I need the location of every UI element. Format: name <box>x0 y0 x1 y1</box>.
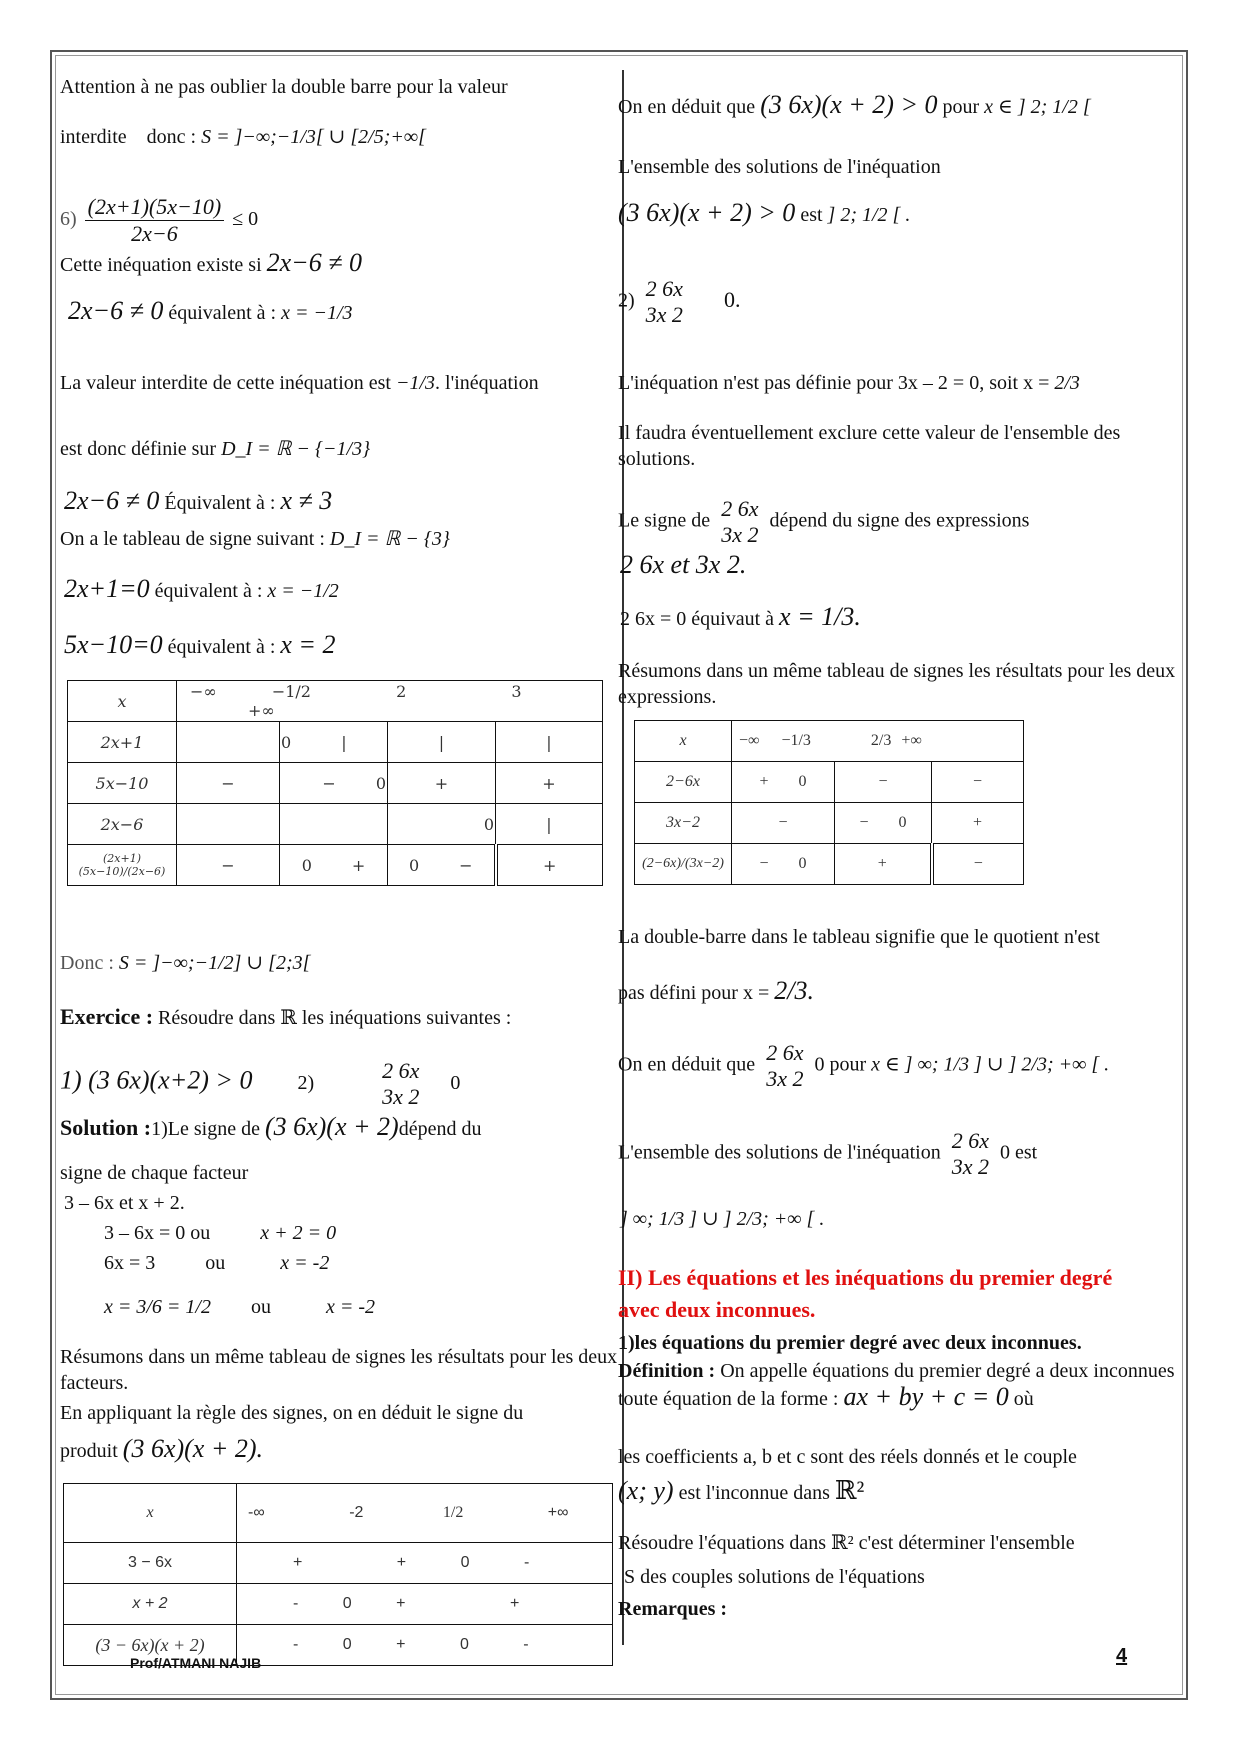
math-equiv1c: x = −1/3 <box>281 302 353 324</box>
table-cell: x + 2 <box>64 1584 237 1625</box>
math-expr: 2 6x et 3x 2. <box>620 550 747 579</box>
sign-table-2 <box>634 720 1024 885</box>
r-couple-line <box>618 1478 864 1506</box>
r-ens-line <box>618 1128 1037 1180</box>
r-question-2 <box>618 276 740 328</box>
table-cell: - <box>293 1595 299 1612</box>
r-ensemble-line: L'ensemble des solutions de l'inéquation <box>618 156 941 178</box>
r-exclure: Il faudra éventuellement exclure cette valeur de l'ensemble des solutions. <box>618 422 1121 470</box>
table-cell: 0 <box>898 814 907 831</box>
text-exist <box>60 250 362 278</box>
table-cell: +∞ <box>248 701 275 720</box>
math-couple: (x; y) <box>618 1476 674 1505</box>
subsection-title: 1)les équations du premier degré avec deux inconnues. <box>618 1332 1082 1354</box>
facteurs-line: 3 – 6x et x + 2. <box>64 1192 185 1214</box>
table-cell: -∞ <box>248 1504 265 1521</box>
text-inequation-end: . l'inéquation <box>435 372 539 394</box>
math-r3set: ] 2; 1/2 [ . <box>827 204 911 226</box>
r-est: est <box>800 204 823 226</box>
table-cell: 0 <box>798 773 807 790</box>
valeur-interdite <box>60 370 539 396</box>
r-pasdef: pas défini pour x = <box>618 982 770 1004</box>
math-donc-set: S = ]−∞;−1/2] ∪ [2;3[ <box>118 952 311 974</box>
table-row <box>68 804 603 845</box>
r-nondef-line <box>618 370 1080 396</box>
page-number: 4 <box>1116 1645 1128 1667</box>
table-row <box>635 803 1024 844</box>
r-barre: La double-barre dans le tableau signifie que le quotient n'est <box>618 926 1100 948</box>
table-cell: 3 − 6x <box>64 1543 237 1584</box>
fraction-r-deduit-den: 3x 2 <box>766 1066 804 1091</box>
r-S-line: S des couples solutions de l'équations <box>624 1566 925 1588</box>
math-solution-product: (3 6x)(x + 2) <box>264 1112 399 1141</box>
table-cell: − <box>859 814 869 831</box>
table-cell <box>177 804 280 845</box>
math-tableau-domaine: D_I = ℝ − {3} <box>329 528 450 550</box>
question-6-label: 6) <box>60 208 77 231</box>
table-cell: 0 <box>342 1636 352 1653</box>
domaine-line <box>60 436 370 462</box>
table-cell: + <box>396 1554 407 1571</box>
text-interdite <box>60 124 426 150</box>
table-header-values <box>177 681 603 722</box>
table-cell: + <box>396 1636 406 1653</box>
math-interdite-val: −1/3 <box>395 372 436 394</box>
table-cell <box>237 1543 613 1584</box>
text-defini: est donc définie sur <box>60 438 217 460</box>
math-equiv2c: x ≠ 3 <box>280 486 333 515</box>
system-2a: 6x = 3 <box>104 1252 156 1274</box>
table-row <box>68 763 603 804</box>
table-row <box>68 722 603 763</box>
math-equiv2a: 2x−6 ≠ 0 <box>64 486 160 515</box>
table-cell: + <box>759 773 769 790</box>
math-ens-set: ] ∞; 1/3 ] ∪ ] 2/3; +∞ [ . <box>620 1208 825 1230</box>
system-3a: x = 3/6 = 1/2 <box>104 1296 211 1318</box>
table-cell: −1/2 <box>271 682 311 701</box>
r-ensemble-math <box>618 200 910 228</box>
exercice-item-2-rel: 0 <box>450 1071 461 1094</box>
math-solution-set-5: S = ]−∞;−1/3[ ∪ [2/5;+∞[ <box>201 126 426 148</box>
system-3o: ou <box>250 1296 271 1318</box>
math-deduit-set: x ∈ ] ∞; 1/3 ] ∪ ] 2/3; +∞ [ . <box>871 1053 1110 1076</box>
table-cell: -2 <box>349 1504 364 1521</box>
solution-text-1: 1)Le signe de <box>151 1118 260 1140</box>
exercice-title: Exercice : <box>60 1004 154 1029</box>
table-cell: 1/2 <box>442 1504 464 1521</box>
table-cell: 2x+1 <box>68 722 177 763</box>
table-cell: (2−6x)/(3x−2) <box>635 844 732 885</box>
exercice-items <box>60 1058 460 1110</box>
table-row <box>635 762 1024 803</box>
text-interdite-word: interdite <box>60 126 127 148</box>
system-1a: 3 – 6x = 0 ou <box>104 1222 211 1244</box>
r-q2-label: 2) <box>618 289 635 312</box>
system-3b: x = -2 <box>325 1296 376 1318</box>
table-cell: 3 <box>511 682 522 701</box>
table-row <box>64 1584 613 1625</box>
math-r2: ℝ² <box>834 1476 865 1505</box>
section-title-II: II) Les équations et les inéquations du premier degré avec deux inconnues. <box>618 1265 1113 1322</box>
table-cell: 2/3 <box>870 732 892 749</box>
definition-line <box>618 1358 1183 1412</box>
r-remarques: Remarques : <box>618 1598 728 1620</box>
equiv-line-2 <box>64 488 332 516</box>
r-expr-line <box>620 552 746 580</box>
table-cell: | <box>388 722 496 763</box>
table-cell <box>280 804 388 845</box>
fraction-r-deduit <box>763 1040 806 1092</box>
question-6-relation: ≤ 0 <box>232 208 259 231</box>
fraction-q6-num: (2x+1)(5x−10) <box>85 194 225 221</box>
r-q2-rel: 0. <box>723 286 741 312</box>
table-cell: 2x−6 <box>68 804 177 845</box>
definition-text: On appelle équations du premier degré a deux inconnues toute équation de la forme : <box>618 1360 1175 1410</box>
fraction-r-ens-num: 2 6x <box>951 1128 989 1153</box>
text-tableau: On a le tableau de signe suivant : <box>60 528 325 550</box>
table-cell: 0 <box>281 732 292 752</box>
table-cell: + <box>932 803 1024 844</box>
fraction-r-signe-den: 3x 2 <box>721 522 759 547</box>
definition-ou: où <box>1013 1388 1034 1410</box>
text-eq3b: équivalent à : <box>154 580 263 602</box>
fraction-r-deduit-num: 2 6x <box>766 1040 804 1065</box>
table-cell: 0 <box>460 1554 470 1571</box>
table-cell: 0 <box>798 855 807 872</box>
table-cell: + <box>351 855 366 875</box>
r-signe-line <box>618 496 1029 548</box>
exercice-item-2-label: 2) <box>297 1071 315 1094</box>
math-r1: (3 6x)(x + 2) > 0 <box>760 90 938 119</box>
table-cell: 3x−2 <box>635 803 732 844</box>
table-cell: − <box>322 773 336 793</box>
r-deduit2-line <box>618 1040 1109 1092</box>
equiv-line-3 <box>64 576 339 604</box>
table-cell: x <box>635 721 732 762</box>
solution-text-2: dépend du <box>398 1118 482 1140</box>
r-pour: pour <box>942 96 980 118</box>
table-row <box>64 1484 613 1543</box>
table-cell: 0 <box>408 855 420 875</box>
footer-author: Prof/ATMANI NAJIB <box>130 1655 262 1671</box>
math-equiv1a: 2x−6 ≠ 0 <box>68 296 164 325</box>
r-pasdef-line <box>618 978 814 1006</box>
table-cell <box>237 1584 613 1625</box>
fraction-r-q2-num: 2 6x <box>645 276 683 301</box>
table-cell <box>237 1625 613 1666</box>
table-cell: −1/3 <box>781 732 811 749</box>
text-donc-label: Donc : <box>60 952 114 974</box>
table-cell: + <box>388 763 496 804</box>
exercice-item-1: 1) (3 6x)(x+2) > 0 <box>60 1065 253 1095</box>
r-equiv: 2 6x = 0 équivaut à <box>620 608 775 630</box>
equiv-line-4 <box>64 632 335 660</box>
table-cell <box>732 762 835 803</box>
table-cell: 2−6x <box>635 762 732 803</box>
r-deduit-line <box>618 92 1091 120</box>
table-cell: − <box>732 803 835 844</box>
table-cell: + <box>509 1595 520 1612</box>
math-produit: (3 6x)(x + 2). <box>122 1434 264 1463</box>
fraction-exo2 <box>379 1058 422 1110</box>
r-deduit-label: On en déduit que <box>618 96 756 118</box>
r-nondef: L'inéquation n'est pas définie pour 3x – 2 = 0, soit x = <box>618 372 1050 394</box>
table-cell: 0 <box>342 1595 352 1612</box>
solution-title: Solution : <box>60 1115 152 1140</box>
system-2b: x = -2 <box>280 1252 330 1274</box>
table-cell: + <box>496 763 603 804</box>
math-domaine: D_I = ℝ − {−1/3} <box>221 438 371 460</box>
r-coeff: les coefficients a, b et c sont des réels donnés et le couple <box>618 1446 1077 1468</box>
table-header-values <box>732 721 1024 762</box>
r-signe-b: dépend du signe des expressions <box>769 509 1030 532</box>
table-cell: + <box>835 844 932 885</box>
system-line-2 <box>104 1250 329 1276</box>
table-cell: + <box>496 845 603 886</box>
math-eq3a: 2x+1=0 <box>64 574 150 603</box>
produit-label: produit <box>60 1440 118 1462</box>
solution-line-2: signe de chaque facteur <box>60 1162 249 1184</box>
table-cell <box>388 845 496 886</box>
fraction-r-q2-den: 3x 2 <box>645 302 683 327</box>
math-eq4a: 5x−10=0 <box>64 630 163 659</box>
table-cell: − <box>177 763 280 804</box>
table-row <box>635 844 1024 885</box>
system-2o: ou <box>205 1252 226 1274</box>
text-exist-label: Cette inéquation existe si <box>60 254 262 276</box>
r-deduit2-a: On en déduit que <box>618 1053 756 1076</box>
math-r1set: x ∈ ] 2; 1/2 [ <box>984 96 1091 118</box>
math-eq4c: x = 2 <box>280 630 336 659</box>
resume-line: Résumons dans un même tableau de signes les résultats pour les deux facteurs. <box>60 1346 618 1394</box>
fraction-q6-den: 2x−6 <box>131 221 178 246</box>
text-equiv1b: équivalent à : <box>168 302 277 324</box>
r-resoudre: Résoudre l'équations dans ℝ² c'est déterminer l'ensemble <box>618 1532 1075 1554</box>
table-cell: 0 <box>388 804 496 845</box>
table-cell <box>732 844 835 885</box>
table-cell: − <box>759 855 769 872</box>
definition-title: Définition : <box>618 1360 716 1382</box>
table-cell: 0 <box>459 1636 469 1653</box>
table-cell: − <box>835 762 932 803</box>
fraction-exo2-num: 2 6x <box>382 1058 420 1083</box>
table-cell: | <box>496 804 603 845</box>
table-cell: +∞ <box>547 1504 569 1521</box>
math-equiv-val: x = 1/3. <box>779 602 861 631</box>
table-cell: + <box>293 1554 303 1571</box>
table-cell: | <box>496 722 603 763</box>
system-1b: x + 2 = 0 <box>260 1222 337 1244</box>
exercice-text: Résoudre dans ℝ les inéquations suivantes : <box>158 1007 512 1029</box>
text-valeur-interdite: La valeur interdite de cette inéquation est <box>60 372 391 394</box>
math-nondef-val: 2/3 <box>1054 372 1080 394</box>
r-resume: Résumons dans un même tableau de signes les résultats pour les deux expressions. <box>618 660 1176 708</box>
fraction-q6 <box>85 194 225 247</box>
table-row <box>635 721 1024 762</box>
regle-line: En appliquant la règle des signes, on en déduit le signe du <box>60 1402 524 1424</box>
table-cell <box>177 722 280 763</box>
text-equiv2b: Équivalent à : <box>164 492 276 514</box>
donc-line <box>60 950 310 976</box>
r-signe-a: Le signe de <box>618 509 711 532</box>
fraction-r-ens <box>949 1128 992 1180</box>
system-line-3 <box>104 1294 375 1320</box>
text-donc: donc : <box>146 126 197 148</box>
table-cell: −∞ <box>190 682 217 701</box>
math-r3: (3 6x)(x + 2) > 0 <box>618 198 796 227</box>
table-cell: 0 <box>301 855 312 875</box>
math-definition: ax + by + c = 0 <box>843 1382 1009 1411</box>
table-cell: 2 <box>396 682 407 701</box>
math-pasdef-val: 2/3. <box>774 976 814 1005</box>
table-cell <box>835 803 932 844</box>
table-cell: − <box>932 844 1024 885</box>
table-cell: x <box>64 1484 237 1543</box>
math-exist: 2x−6 ≠ 0 <box>266 248 362 277</box>
r-ens-a: L'ensemble des solutions de l'inéquation <box>618 1141 941 1164</box>
table-cell <box>280 845 388 886</box>
r-equiv-line <box>620 604 861 632</box>
table-cell: (2x+1)(5x−10)/(2x−6) <box>68 845 177 886</box>
table-cell: − <box>932 762 1024 803</box>
equiv-line-1 <box>68 298 353 326</box>
text-eq4b: équivalent à : <box>167 636 276 658</box>
fraction-r-signe-num: 2 6x <box>721 496 759 521</box>
sign-table-1 <box>67 680 603 886</box>
fraction-r-q2 <box>643 276 686 328</box>
table-cell: − <box>177 845 280 886</box>
r-couple-b: est l'inconnue dans <box>678 1482 830 1504</box>
table-cell: - <box>523 1554 530 1571</box>
table-row <box>68 845 603 886</box>
table-cell: 5x−10 <box>68 763 177 804</box>
tableau-line <box>60 526 450 552</box>
fraction-r-ens-den: 3x 2 <box>951 1154 989 1179</box>
produit-line <box>60 1436 263 1464</box>
table-row <box>68 681 603 722</box>
fraction-exo2-den: 3x 2 <box>382 1084 420 1109</box>
math-eq3c: x = −1/2 <box>267 580 339 602</box>
table-cell: −∞ <box>739 732 760 749</box>
table-cell <box>280 763 388 804</box>
r-deduit2-b: 0 pour <box>814 1053 867 1076</box>
sign-table-3 <box>63 1483 613 1666</box>
fraction-r-signe <box>718 496 761 548</box>
table-cell: +∞ <box>901 732 922 749</box>
table-cell: | <box>341 732 347 752</box>
table-cell: − <box>459 855 473 875</box>
text-attention: Attention à ne pas oublier la double barre pour la valeur <box>60 76 508 98</box>
r-ens-b: 0 est <box>999 1141 1038 1164</box>
table-cell: + <box>396 1595 406 1612</box>
table-cell: - <box>523 1636 529 1653</box>
table-cell <box>280 722 388 763</box>
system-line-1 <box>104 1220 336 1246</box>
solution-line <box>60 1114 481 1142</box>
r-ens-set <box>620 1206 824 1232</box>
table-cell: (3 − 6x)(x + 2) <box>64 1625 237 1666</box>
table-row <box>64 1543 613 1584</box>
table-header-values <box>237 1484 613 1543</box>
exercice-line <box>60 1004 511 1031</box>
table-cell: 0 <box>375 773 386 793</box>
table-cell: - <box>293 1636 299 1653</box>
question-6 <box>60 194 258 247</box>
table-cell: x <box>68 681 177 722</box>
